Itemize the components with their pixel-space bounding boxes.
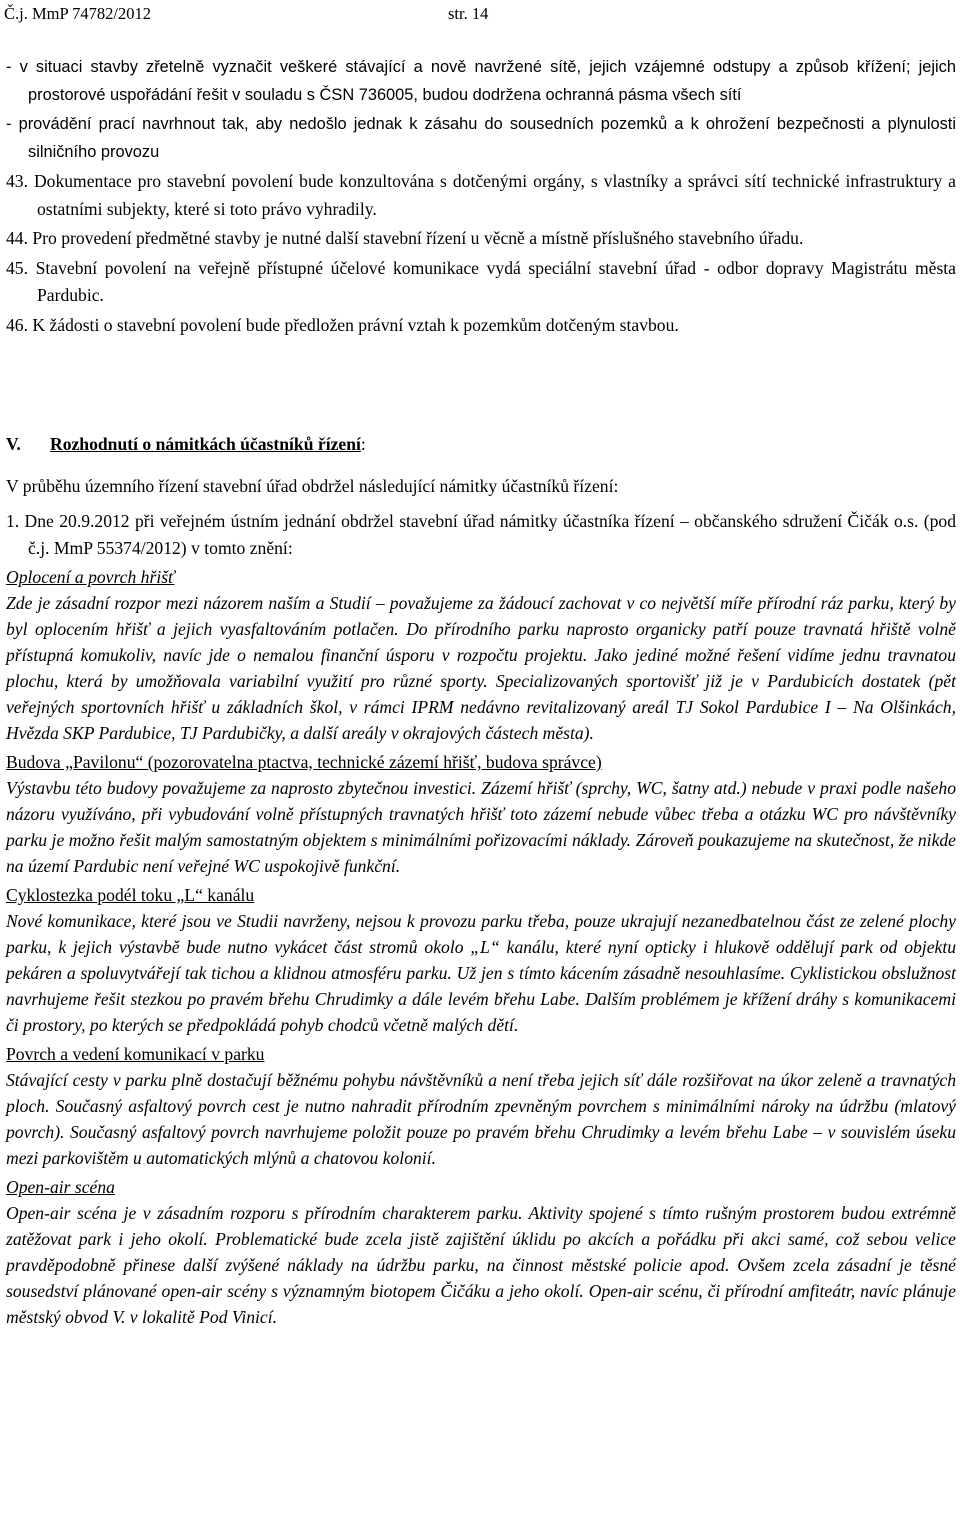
objection-text-cyclepath: Nové komunikace, které jsou ve Studii navrženy, nejsou k provozu parku třeba, pouze ukrajují nezanedbatelnou část ze zelené plochy parku, k jejich výstavbě bude nutno vykácet část stromů okolo „L“ kanálu, které nyní opticky i hlukově oddělují park od objektu pekáren a spoluvytvářejí tak tichou a klidnou atmosféru parku. Už jen s tímto kácením zásadně nesouhlasíme. Cyklistickou obslužnost navrhujeme řešit stezkou po pravém břehu Chrudimky a dále levém břehu Labe. Dalším problémem je křížení dráhy s komunikacemi či prostory, po kterých se předpokládá pohyb chodců včetně malých dětí. bbox=[6, 911, 956, 1035]
page-header bbox=[4, 4, 952, 28]
section-colon: : bbox=[360, 434, 366, 454]
objection-text-fences: Zde je zásadní rozpor mezi názorem naším a Studií – považujeme za žádoucí zachovat v co největší míře přírodní ráz parku, který by byl oplocením hřišť a jejich vyasfaltováním potlačen. Do přírodního parku naprosto organicky patří pouze travnatá hřiště volně přístupná komukoliv, navíc jde o nemalou finanční úsporu v rozpočtu projektu. Jako jediné možné řešení vidíme jednu travnatou plochu, která by umožňovala variabilní využití pro různé sporty. Specializovaných sportovišť již je v Pardubicích dostatek (pět veřejných sportovních hřišť u základních škol, v rámci IPRM nedávno revitalizovaný areál TJ Sokol Pardubice I – Na Olšinkách, Hvězda SKP Pardubice, TJ Pardubičky, a další areály v okrajových částech města). bbox=[6, 593, 956, 743]
objection-text-openair: Open-air scéna je v zásadním rozporu s přírodním charakterem parku. Aktivity spojené s tímto rušným prostorem budou extrémně zatěžovat park i jeho okolí. Problematické bude zcela jistě zajištění úklidu po akcích a pořádku při akci samé, což sebou velice pravděpodobně přinese další zvýšené náklady na údržbu parku, na činnost městské policie apod. Ovšem zcela zásadní je těsné sousedství plánované open-air scény s významným biotopem Čičáku a jeho okolí. Open-air scénu, či přírodní amfiteátr, navíc plánuje městský obvod V. v lokalitě Pod Vinicí. bbox=[6, 1203, 956, 1327]
objection-heading-cyclepath: Cyklostezka podél toku „L“ kanálu bbox=[6, 885, 255, 905]
condition-46: 46. K žádosti o stavební povolení bude předložen právní vztah k pozemkům dotčeným stavbou. bbox=[6, 314, 679, 335]
section-intro: V průběhu územního řízení stavební úřad obdržel následující námitky účastníků řízení: bbox=[6, 476, 619, 496]
objection-item-1: 1. Dne 20.9.2012 při veřejném ústním jednání obdržel stavební úřad námitky účastníka řízení – občanského sdružení Čičák o.s. (pod č.j. MmP 55374/2012) v tomto znění: bbox=[6, 511, 956, 558]
section-number: V. bbox=[6, 434, 21, 454]
section-title: Rozhodnutí o námitkách účastníků řízení bbox=[50, 434, 361, 454]
objection-text-paths: Stávající cesty v parku plně dostačují běžnému pohybu návštěvníků a není třeba jejich síť dále rozšiřovat na úkor zeleně a travnatých ploch. Současný asfaltový povrch cest je nutno nahradit přírodním zpevněným povrchem s minimálními nároky na údržbu (mlatový povrch). Současný asfaltový povrch navrhujeme položit pouze po pravém břehu Chrudimky a levém břehu Labe – v souvislém úseku mezi parkovištěm u automatických mlýnů a chatovou kolonií. bbox=[6, 1070, 956, 1168]
objection-heading-fences: Oplocení a povrch hřišť bbox=[6, 567, 175, 587]
condition-44: 44. Pro provedení předmětné stavby je nutné další stavební řízení u věcně a místně příslušného stavebního úřadu. bbox=[6, 228, 804, 248]
objection-heading-pavilion: Budova „Pavilonu“ (pozorovatelna ptactva, technické zázemí hřišť, budova správce) bbox=[6, 752, 602, 772]
section-heading bbox=[6, 431, 956, 457]
page-number: str. 14 bbox=[448, 4, 489, 23]
objection-heading-openair: Open-air scéna bbox=[6, 1177, 115, 1197]
condition-bullet: - v situaci stavby zřetelně vyznačit veškeré stávající a nově navržené sítě, jejich vzájemné odstupy a způsob křížení; jejich prostorové uspořádání řešit v souladu s ČSN 736005, budou dodržena ochranná pásma všech sítí bbox=[6, 58, 956, 104]
document-body bbox=[6, 54, 956, 1330]
objection-heading-paths: Povrch a vedení komunikací v parku bbox=[6, 1044, 265, 1064]
objection-text-pavilion: Výstavbu této budovy považujeme za naprosto zbytečnou investici. Zázemí hřišť (sprchy, WC, šatny atd.) nebude v praxi podle našeho názoru využíváno, při vybudování volně přístupných travnatých hřišť toto zázemí nebude vůbec třeba a otázku WC pro návštěvníky parku je možno řešit malým samostatným objektem s minimálními pořizovacími náklady. Zároveň poukazujeme na skutečnost, že nikde na území Pardubic není veřejné WC uspokojivě funkční. bbox=[6, 778, 956, 876]
condition-45: 45. Stavební povolení na veřejně přístupné účelové komunikace vydá speciální stavební úřad - odbor dopravy Magistrátu města Pardubic. bbox=[6, 257, 956, 305]
condition-43: 43. Dokumentace pro stavební povolení bude konzultována s dotčenými orgány, s vlastníky a správci sítí technické infrastruktury a ostatními subjekty, které si toto právo vyhradily. bbox=[6, 171, 956, 219]
document-number: Č.j. MmP 74782/2012 bbox=[4, 4, 151, 23]
condition-bullet: - provádění prací navrhnout tak, aby nedošlo jednak k zásahu do sousedních pozemků a k ohrožení bezpečnosti a plynulosti silničního provozu bbox=[6, 115, 956, 161]
